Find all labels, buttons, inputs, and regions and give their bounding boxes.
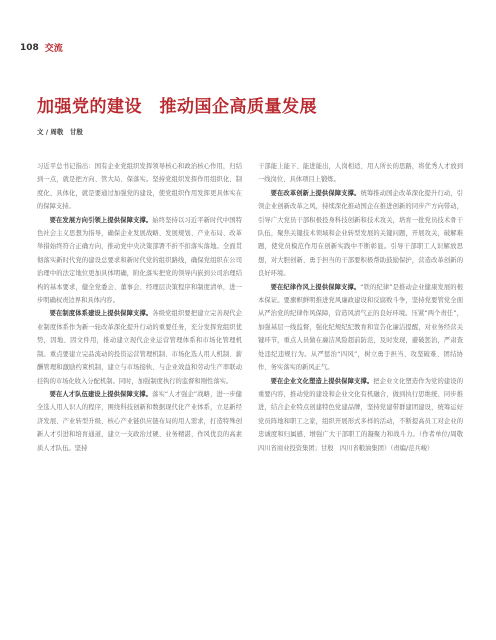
article-author: 文 / 周敬 甘殷: [37, 128, 83, 136]
paragraph: [37, 388, 242, 455]
paragraph-text: 各级党组织要把建立完善现代企业制度体系作为新一轮改革深化提升行动的重要任务，充分发挥党组织优势，因地、因文件用，推动建立现代企业运营管理体系和市场化管理机制。重点要建立完品流动的投资运营管理机制、市场化选人用人机制、薪酬管理和激励约束机制，建立与市场接轨、与企业效益和劳动生产率联动挂钩的市场化收入分配机制。同时，加强制度执行的监督和刚性落实。: [37, 310, 243, 385]
paragraph-text: 始终坚持以习近平新时代中国特色社会主义思想为指导，确保企业发展战略、发展规划、产业布局、改革举措始终符合正确方向，推动党中央决策部署不折不扣落实落地。全面贯彻落实新时代党的建设总要求和新时代党的组织路线，确保党组织在公司治理中的法定地位更加具体明确，附化落实把党的领导内嵌到公司治理结构的基本要求，健全党委会、董事会、经理层决策程序和制度清单，进一步明确权责边界和具体内容。: [37, 216, 243, 305]
paragraph: [258, 187, 463, 281]
paragraph-lead: 要在改革创新上提供保障支撑。: [270, 189, 361, 197]
paragraph-lead: 要在企业文化塑造上提供保障支撑。: [270, 377, 374, 385]
paragraph: [258, 375, 470, 455]
article-title: 加强党的建设 推动国企高质量发展: [37, 97, 317, 117]
paragraph-text: 习近平总书记指出：国有企业党组织发挥领导核心和政治核心作用，归结到一点，就是把方向、管大局、保落实。坚持党组织发挥作用组织化、制度化、具体化，就是要通过加强党的建设，使党组织作用发挥更具体实在的保障支持。: [37, 163, 242, 211]
page-number: 108: [20, 42, 39, 53]
left-column: [37, 160, 242, 455]
paragraph-lead: 要在发展方向引领上提供保障支撑。: [49, 216, 153, 224]
paragraph-lead: 要在人才队伍建设上提供保障支撑。: [49, 390, 153, 398]
paragraph-text: 统筹推动国企改革深化提升行动，引领企业创新改革之风，持续深化推动国企在推进创新的同步产方向带动，引导广大党员干部积极投身科技创新和技术攻关，培育一批党员技术骨干队伍，聚焦关键技术领域和企业转型发展的关键问题，开展攻关，破解难题，使党员模范作用在创新实践中不断彰显。引导干部职工人识解放思想，对大胆创新、勇于担当的干部要积极帮助鼓励保护，营造改革创新的良好环境。: [258, 189, 464, 278]
paragraph: [37, 160, 242, 214]
right-column: [258, 160, 470, 455]
paragraph: [258, 160, 463, 187]
paragraph: [37, 307, 242, 387]
page-header: [20, 41, 63, 54]
paragraph: [37, 214, 242, 308]
paragraph: [258, 281, 463, 375]
section-name: 交流: [44, 44, 63, 54]
paragraph-lead: 要在纪律作风上提供保障支撑。: [270, 283, 361, 291]
paragraph-lead: 要在制度体系建设上提供保障支撑。: [49, 310, 153, 318]
paragraph-text: 落实“人才强企”战略，进一步健全选人用人识人的程序，围绕科技创新和数据现代化产业体系，立足新经济发展、产业转型升级、核心产业链供应链布局的用人需求，打造特殊创新人才引进和培育通道，建立一支政治过硬、业务精湛、作风优良的高素质人才队伍。坚持: [37, 390, 243, 452]
paragraph-text: “铁的纪律”是推动企业健康发展的根本保证。要旗帜鲜明推进党风廉政建设和反腐败斗争，坚持党要管党全面从严治党的纪律作风保障，营造风清气正的良好环境。压紧“两个责任”，加强基层一线监督，强化纪规纪纪教育和宣告化廉洁提醒，对业务经营关键环节，重点人员做在廉洁风险超前防范，及时发现，避破惩治，严肃查处违纪违规行为。从严惩治“四风”，树立勇于担当、攻坚破难、团结协作、务实落实的新风正气。: [258, 283, 464, 372]
paragraph-text: 干部能上能下、能进能出，人岗相适、用人所长的思路，将优秀人才放到一线岗位、具体项目上锻炼。: [258, 163, 463, 184]
paragraph-text: 把企业文化塑造作为党的建设的重要内容，推动党的建设和企业文化有机融合，做到执行思维统、同步推进，结合企业特点创建特色党建品牌，坚持党建带群建团建设，统筹运好党员阵地和职工之家，组织开展形式多样的活动，不断提高员工对企业的忠诚度和归属感、增强广大干部职工的凝聚力和战斗力。（作者单位/周敬 四川省商业投资集团；甘殷 四川省粮油集团）（责编/范兵峻）: [258, 377, 470, 452]
